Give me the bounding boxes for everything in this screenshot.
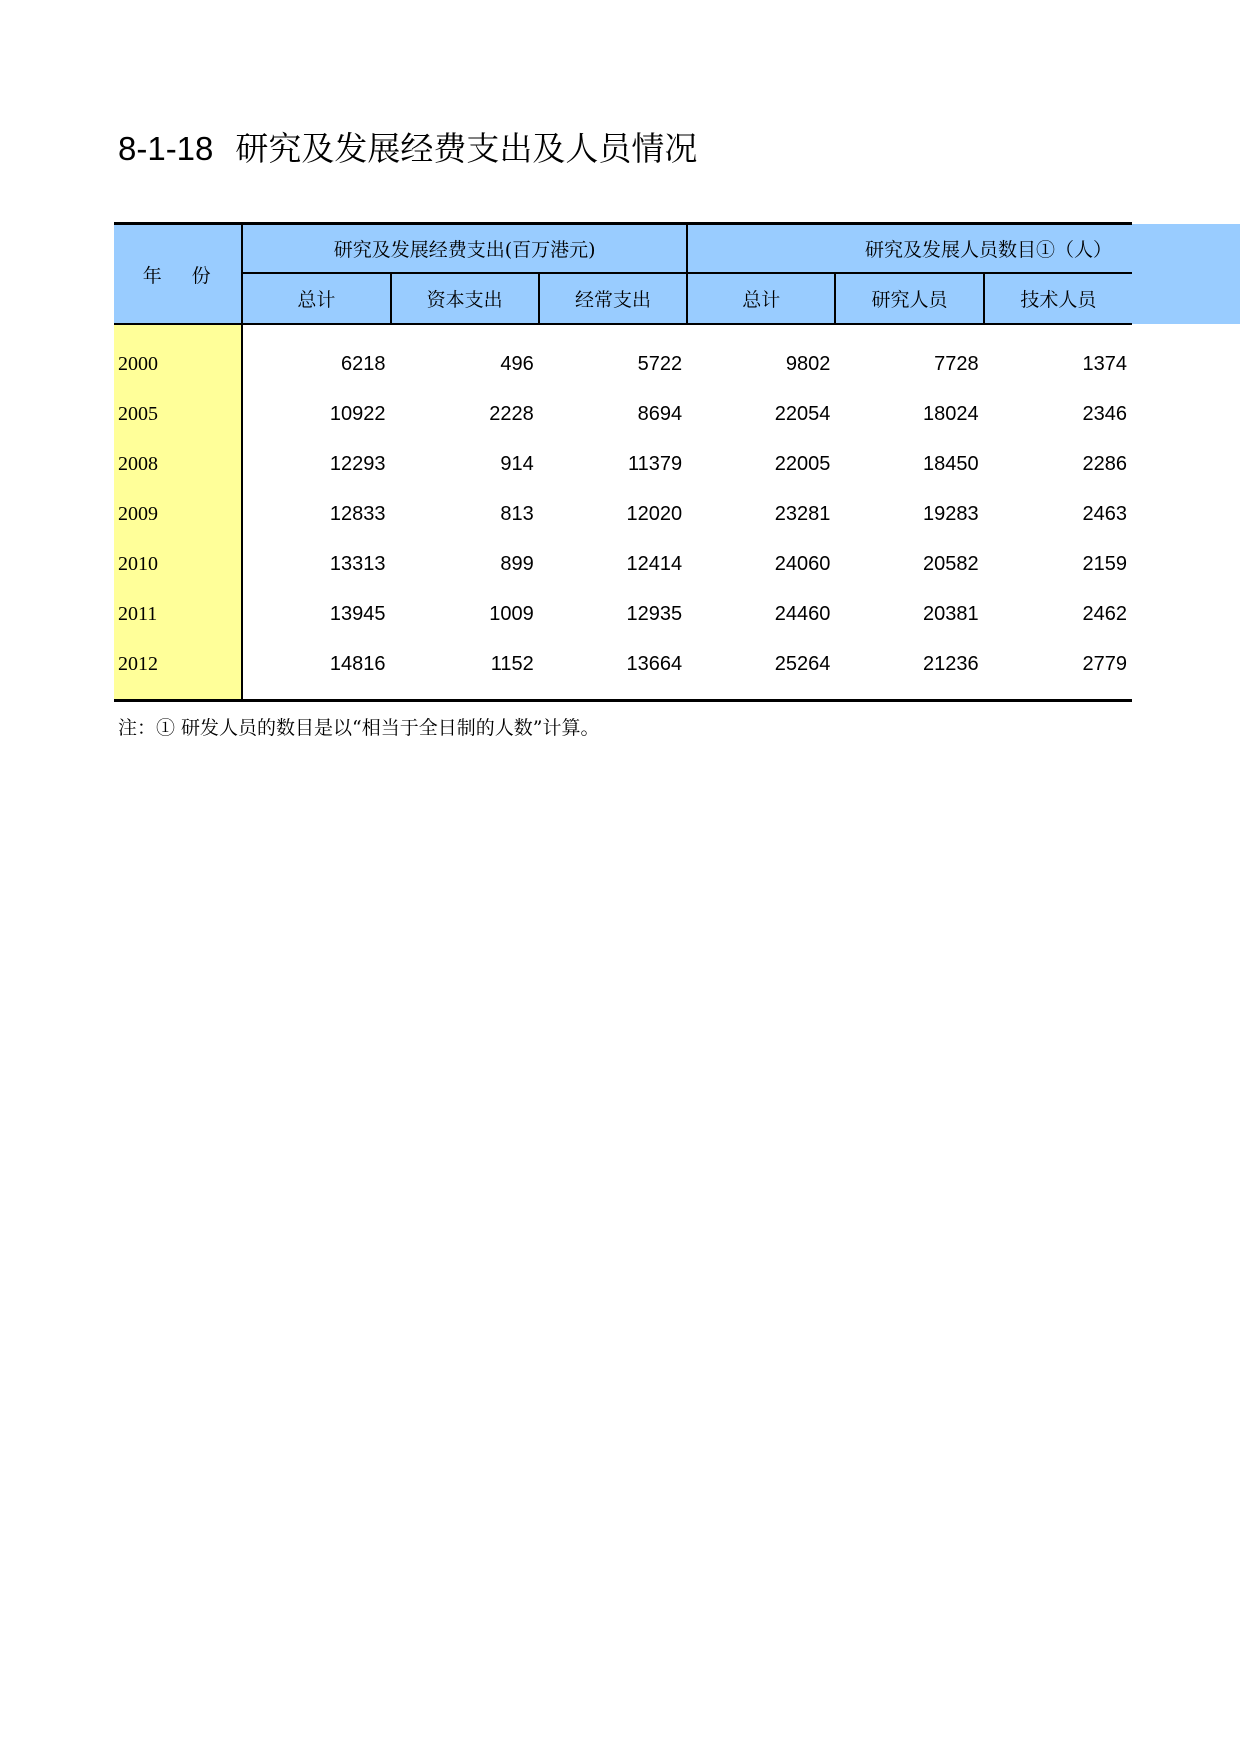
table-row [114, 539, 1132, 589]
value-cell: 13664 [539, 639, 687, 701]
value-cell: 13945 [329, 602, 386, 625]
year-cell: 2012 [114, 639, 242, 701]
value-cell: 22054 [774, 402, 831, 425]
value-cell: 1152 [391, 639, 539, 701]
table-row [114, 639, 1132, 701]
value-cell: 2462 [1082, 602, 1127, 625]
value-cell: 22005 [774, 452, 831, 475]
table-row [114, 439, 1132, 489]
page-title [118, 124, 697, 174]
year-header-char-2: 份 [191, 264, 213, 287]
data-table [114, 222, 1132, 702]
value-cell: 20582 [923, 552, 979, 575]
value-cell: 8694 [637, 402, 683, 425]
sub-header-recurrent: 经常支出 [539, 273, 687, 324]
value-cell: 813 [500, 502, 534, 525]
value-cell: 14816 [242, 639, 390, 701]
value-cell: 2228 [489, 402, 534, 425]
table-title: 研究及发展经费支出及人员情况 [235, 129, 698, 168]
year-cell: 2005 [114, 389, 242, 439]
header-band-extension [1132, 224, 1240, 324]
value-cell: 899 [500, 552, 534, 575]
value-cell: 21236 [835, 639, 983, 701]
value-cell: 5722 [637, 352, 683, 375]
footnote: 注：① 研发人员的数目是以“相当于全日制的人数”计算。 [118, 717, 600, 739]
value-cell: 2159 [1082, 552, 1127, 575]
value-cell: 12414 [626, 552, 683, 575]
value-cell: 13313 [329, 552, 386, 575]
value-cell: 12293 [329, 452, 386, 475]
value-cell: 10922 [329, 402, 386, 425]
table-row [114, 324, 1132, 389]
value-cell: 6218 [341, 352, 386, 375]
value-cell: 2779 [984, 639, 1132, 701]
value-cell: 25264 [687, 639, 835, 701]
value-cell: 12020 [626, 502, 683, 525]
table-row [114, 489, 1132, 539]
value-cell: 23281 [774, 502, 831, 525]
value-cell: 20381 [923, 602, 979, 625]
value-cell: 9802 [785, 352, 831, 375]
value-cell: 18024 [923, 402, 979, 425]
value-cell: 24060 [774, 552, 831, 575]
value-cell: 12833 [329, 502, 386, 525]
sub-header-exp-total: 总计 [242, 273, 390, 324]
year-cell: 2010 [114, 539, 242, 589]
personnel-group-header: 研究及发展人员数目①（人） [687, 224, 1132, 274]
year-header-char-1: 年 [142, 264, 164, 287]
value-cell: 24460 [774, 602, 831, 625]
sub-header-researchers: 研究人员 [835, 273, 983, 324]
value-cell: 2463 [1082, 502, 1127, 525]
sub-header-capital: 资本支出 [391, 273, 539, 324]
year-cell: 2011 [114, 589, 242, 639]
value-cell: 2286 [1082, 452, 1127, 475]
sub-header-technicians: 技术人员 [984, 273, 1132, 324]
year-cell: 2000 [114, 324, 242, 389]
value-cell: 914 [500, 452, 534, 475]
table-number: 8-1-18 [118, 130, 214, 167]
value-cell: 11379 [627, 452, 683, 475]
table-row [114, 389, 1132, 439]
table-row [114, 589, 1132, 639]
value-cell: 18450 [923, 452, 979, 475]
expenditure-group-header: 研究及发展经费支出(百万港元) [242, 224, 687, 274]
value-cell: 1374 [1082, 352, 1127, 375]
value-cell: 12935 [626, 602, 683, 625]
year-cell: 2008 [114, 439, 242, 489]
year-column-header [114, 224, 242, 325]
value-cell: 496 [500, 352, 534, 375]
sub-header-staff-total: 总计 [687, 273, 835, 324]
value-cell: 7728 [934, 352, 979, 375]
value-cell: 1009 [489, 602, 534, 625]
value-cell: 19283 [923, 502, 979, 525]
value-cell: 2346 [1082, 402, 1127, 425]
year-cell: 2009 [114, 489, 242, 539]
